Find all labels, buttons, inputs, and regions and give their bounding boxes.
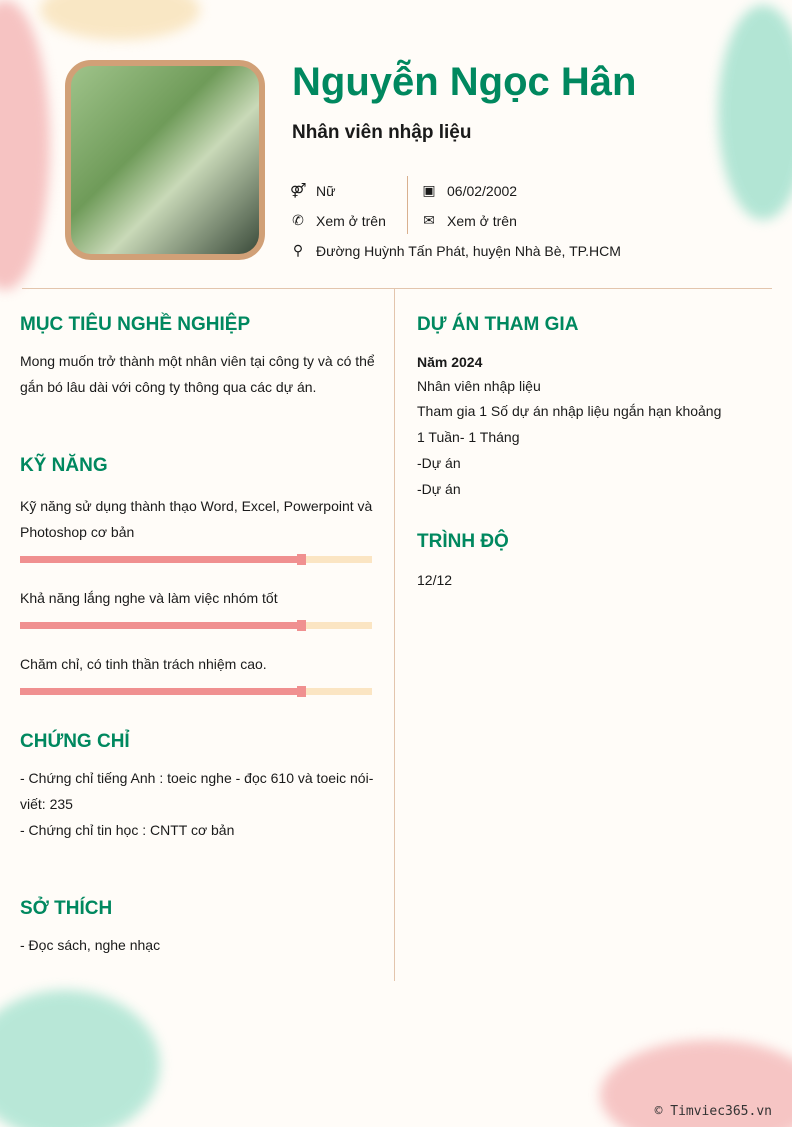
objective-text: Mong muốn trở thành một nhân viên tại công ty và có thể gắn bó lâu dài với công ty thông qua các dự án. xyxy=(20,353,375,395)
project-line: Nhân viên nhập liệu xyxy=(417,378,541,394)
project-line: Tham gia 1 Số dự án nhập liệu ngắn hạn khoảng xyxy=(417,403,722,419)
skill-bar-fill xyxy=(20,556,302,563)
certificate-item: - Chứng chỉ tiếng Anh : toeic nghe - đọc 610 và toeic nói-viết: 235 xyxy=(20,770,374,812)
education-text: 12/12 xyxy=(417,572,453,588)
skill-bar-fill xyxy=(20,622,302,629)
skill-label: Kỹ năng sử dụng thành thạo Word, Excel, Powerpoint và Photoshop cơ bản xyxy=(20,498,373,540)
envelope-icon: ✉ xyxy=(423,212,435,228)
profile-photo xyxy=(65,60,265,260)
watercolor-decoration xyxy=(0,990,160,1127)
certificates-title: CHỨNG CHỈ xyxy=(20,731,130,752)
project-line: -Dự án xyxy=(417,481,461,497)
skill-label: Khả năng lắng nghe và làm việc nhóm tốt xyxy=(20,590,278,606)
watercolor-decoration xyxy=(0,0,50,290)
birthday-info: ▣ 06/02/2002 xyxy=(422,182,518,199)
phone-info: ✆ Xem ở trên xyxy=(290,212,386,229)
email-info: ✉ Xem ở trên xyxy=(421,212,517,229)
phone-icon: ✆ xyxy=(292,212,304,228)
project-year: Năm 2024 xyxy=(417,354,483,370)
objective-title: MỤC TIÊU NGHỀ NGHIỆP xyxy=(20,314,251,335)
footer-watermark: © Timviec365.vn xyxy=(654,1104,772,1119)
skill-bar xyxy=(20,688,372,695)
watercolor-decoration xyxy=(40,0,200,40)
project-line: -Dự án xyxy=(417,455,461,471)
address-info: ⚲ Đường Huỳnh Tấn Phát, huyện Nhà Bè, TP.HCM xyxy=(290,242,621,259)
calendar-icon: ▣ xyxy=(422,182,436,198)
location-icon: ⚲ xyxy=(292,242,304,258)
full-name: Nguyễn Ngọc Hân xyxy=(292,60,637,104)
project-line: 1 Tuần- 1 Tháng xyxy=(417,429,520,445)
skill-bar xyxy=(20,622,372,629)
skills-title: KỸ NĂNG xyxy=(20,455,108,476)
job-title: Nhân viên nhập liệu xyxy=(292,122,472,143)
hobbies-title: SỞ THÍCH xyxy=(20,898,113,919)
projects-title: DỰ ÁN THAM GIA xyxy=(417,314,579,335)
divider xyxy=(22,288,772,289)
gender-info: ⚤ Nữ xyxy=(290,182,336,199)
divider xyxy=(394,289,395,981)
hobbies-text: - Đọc sách, nghe nhạc xyxy=(20,937,161,953)
skill-label: Chăm chỉ, có tinh thần trách nhiệm cao. xyxy=(20,656,267,672)
certificate-item: - Chứng chỉ tin học : CNTT cơ bản xyxy=(20,822,235,838)
education-title: TRÌNH ĐỘ xyxy=(417,531,509,552)
skill-bar xyxy=(20,556,372,563)
gender-icon: ⚤ xyxy=(290,182,307,198)
watercolor-decoration xyxy=(718,5,792,220)
skill-bar-fill xyxy=(20,688,302,695)
divider xyxy=(407,176,408,234)
